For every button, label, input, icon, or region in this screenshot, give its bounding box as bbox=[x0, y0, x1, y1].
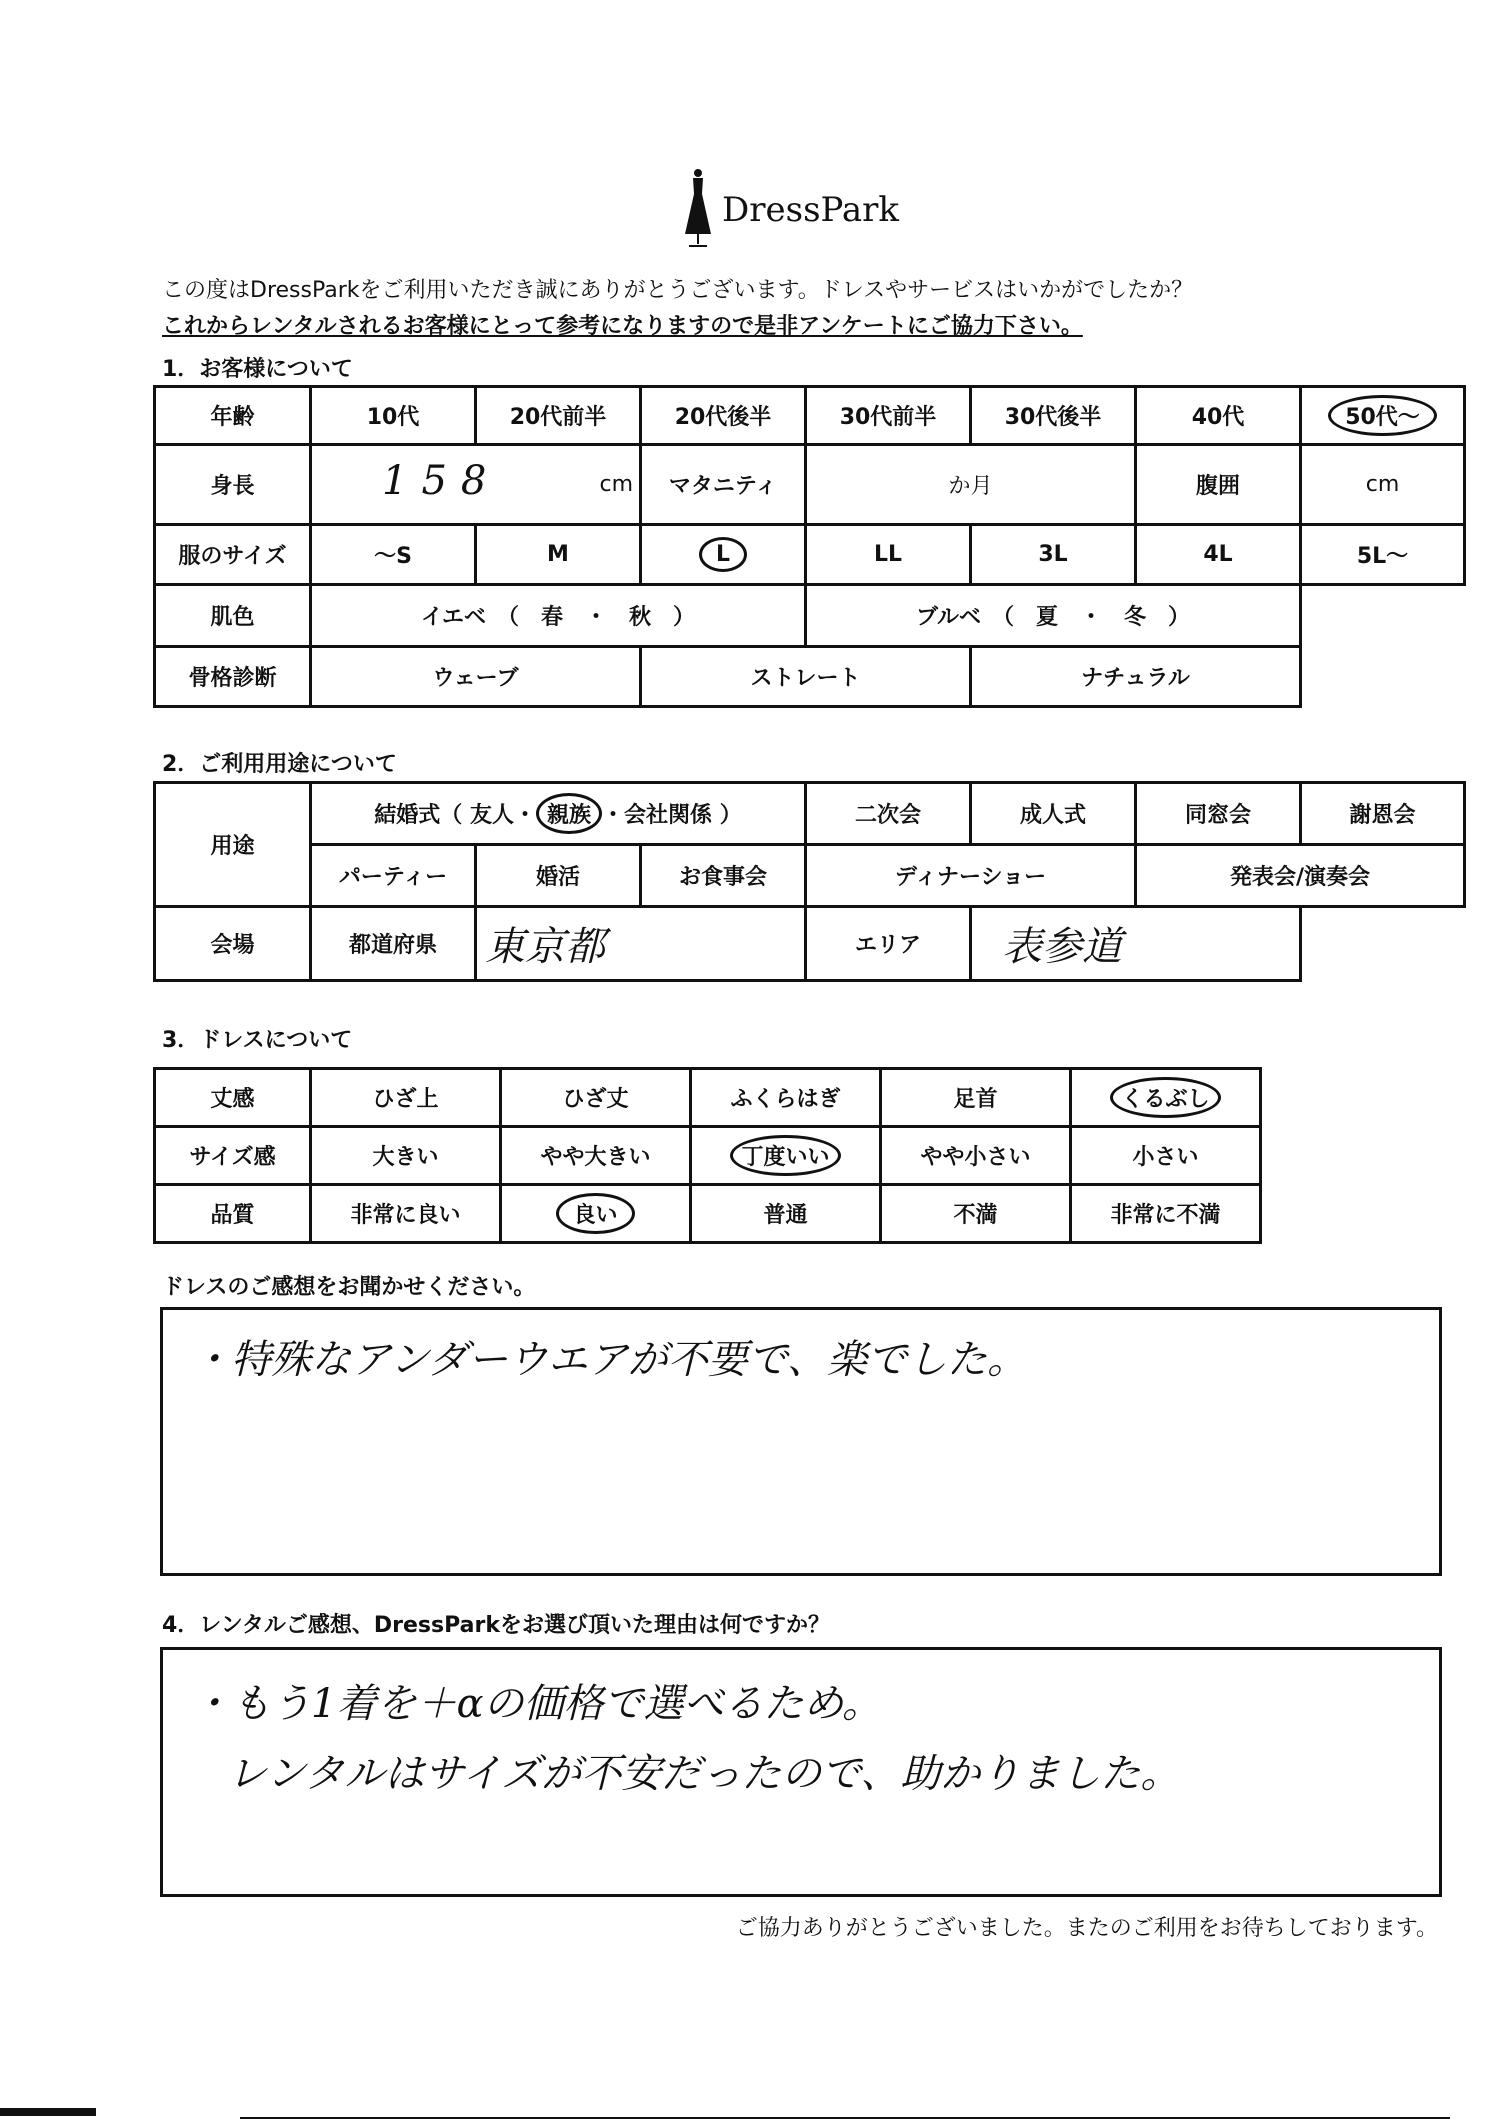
fit-option-selected[interactable] bbox=[691, 1127, 881, 1185]
fit-option[interactable]: 大きい bbox=[311, 1127, 501, 1185]
section-1-title: 1．お客様について bbox=[162, 357, 353, 382]
waist-label: 腹囲 bbox=[1136, 445, 1301, 525]
skin-blue-option[interactable]: ブルベ （ 夏 ・ 冬 ） bbox=[806, 585, 1301, 647]
fit-option[interactable]: やや小さい bbox=[881, 1127, 1071, 1185]
quality-option-selected[interactable] bbox=[501, 1185, 691, 1243]
frame-option[interactable]: ナチュラル bbox=[971, 647, 1301, 707]
dress-comment-text: ・特殊なアンダーウエアが不要で、楽でした。 bbox=[191, 1337, 1027, 1383]
quality-option[interactable]: 非常に良い bbox=[311, 1185, 501, 1243]
age-option[interactable]: 30代後半 bbox=[971, 387, 1136, 445]
selected-mark: 50代～ bbox=[1328, 395, 1437, 436]
quality-option[interactable]: 不満 bbox=[881, 1185, 1071, 1243]
quality-option[interactable]: 普通 bbox=[691, 1185, 881, 1243]
length-option[interactable]: ひざ丈 bbox=[501, 1069, 691, 1127]
wedding-prefix: 結婚式（ bbox=[374, 803, 463, 828]
frame-label: 骨格診断 bbox=[155, 647, 311, 707]
fit-label: サイズ感 bbox=[155, 1127, 311, 1185]
length-option[interactable]: ひざ上 bbox=[311, 1069, 501, 1127]
maternity-label: マタニティ bbox=[641, 445, 806, 525]
dresspark-logo bbox=[680, 168, 920, 258]
intro-line-1: この度はDressParkをご利用いただき誠にありがとうございます。ドレスやサービスはいかがでしたか？ bbox=[162, 278, 1194, 303]
purpose-option[interactable]: パーティー bbox=[311, 845, 476, 907]
purpose-option[interactable]: 謝恩会 bbox=[1301, 783, 1465, 845]
venue-label: 会場 bbox=[155, 907, 311, 981]
length-label: 丈感 bbox=[155, 1069, 311, 1127]
size-option[interactable]: 3L bbox=[971, 525, 1136, 585]
height-value: 158 bbox=[382, 458, 501, 504]
skin-yellow-option[interactable]: イエベ （ 春 ・ 秋 ） bbox=[311, 585, 806, 647]
age-option[interactable]: 20代後半 bbox=[641, 387, 806, 445]
age-label: 年齢 bbox=[155, 387, 311, 445]
skin-label: 肌色 bbox=[155, 585, 311, 647]
size-option[interactable]: M bbox=[476, 525, 641, 585]
height-unit: cm bbox=[599, 472, 633, 497]
selected-mark: 良い bbox=[556, 1193, 634, 1234]
wedding-family-selected[interactable]: 親族 bbox=[536, 793, 602, 834]
purpose-option[interactable]: 同窓会 bbox=[1136, 783, 1301, 845]
purpose-label: 用途 bbox=[155, 783, 311, 907]
section-2-title: 2．ご利用用途について bbox=[162, 752, 397, 777]
length-option[interactable]: ふくらはぎ bbox=[691, 1069, 881, 1127]
purpose-option[interactable]: 婚活 bbox=[476, 845, 641, 907]
section-4-title: 4．レンタルご感想、DressParkをお選び頂いた理由は何ですか？ bbox=[162, 1613, 830, 1638]
area-value: 表参道 bbox=[1002, 924, 1122, 970]
prefecture-value: 東京都 bbox=[485, 924, 605, 970]
wedding-suffix: ） bbox=[719, 803, 742, 828]
frame-option[interactable]: ウェーブ bbox=[311, 647, 641, 707]
maternity-months-field[interactable] bbox=[806, 445, 1136, 525]
dress-icon bbox=[680, 168, 716, 250]
intro-line-2: これからレンタルされるお客様にとって参考になりますので是非アンケートにご協力下さい。 bbox=[162, 314, 1083, 339]
age-option[interactable]: 30代前半 bbox=[806, 387, 971, 445]
usage-table bbox=[153, 781, 1466, 982]
dress-comment-prompt: ドレスのご感想をお聞かせください。 bbox=[162, 1275, 536, 1300]
selected-mark: 丁度いい bbox=[730, 1135, 840, 1176]
selected-mark: L bbox=[699, 537, 747, 572]
rental-comment-line-2: レンタルはサイズが不安だったので、助かりました。 bbox=[227, 1751, 1181, 1797]
prefecture-field[interactable] bbox=[476, 907, 806, 981]
purpose-option[interactable]: 成人式 bbox=[971, 783, 1136, 845]
dress-comment-box[interactable] bbox=[160, 1307, 1442, 1576]
wedding-friend[interactable]: 友人 bbox=[469, 803, 514, 828]
age-option[interactable]: 40代 bbox=[1136, 387, 1301, 445]
customer-table bbox=[153, 385, 1466, 708]
size-option[interactable]: ～S bbox=[311, 525, 476, 585]
quality-option[interactable]: 非常に不満 bbox=[1071, 1185, 1261, 1243]
purpose-option[interactable]: 二次会 bbox=[806, 783, 971, 845]
frame-option[interactable]: ストレート bbox=[641, 647, 971, 707]
fit-option[interactable]: 小さい bbox=[1071, 1127, 1261, 1185]
area-label: エリア bbox=[806, 907, 971, 981]
purpose-option[interactable]: ディナーショー bbox=[806, 845, 1136, 907]
height-label: 身長 bbox=[155, 445, 311, 525]
footer-thanks: ご協力ありがとうございました。またのご利用をお待ちしております。 bbox=[735, 1916, 1438, 1941]
age-option[interactable]: 20代前半 bbox=[476, 387, 641, 445]
brand-name: DressPark bbox=[722, 190, 900, 230]
months-unit: か月 bbox=[948, 474, 993, 499]
section-3-title: 3．ドレスについて bbox=[162, 1028, 353, 1053]
bottom-rule bbox=[240, 2117, 1450, 2119]
height-field[interactable] bbox=[311, 445, 641, 525]
waist-unit: cm bbox=[1365, 472, 1400, 497]
size-option-selected[interactable] bbox=[641, 525, 806, 585]
selected-mark: くるぶし bbox=[1110, 1077, 1220, 1118]
wedding-company[interactable]: 会社関係 bbox=[624, 803, 713, 828]
purpose-option[interactable]: お食事会 bbox=[641, 845, 806, 907]
dress-table bbox=[153, 1067, 1262, 1244]
area-field[interactable] bbox=[971, 907, 1301, 981]
age-option-selected[interactable] bbox=[1301, 387, 1465, 445]
age-option[interactable]: 10代 bbox=[311, 387, 476, 445]
quality-label: 品質 bbox=[155, 1185, 311, 1243]
size-option[interactable]: 4L bbox=[1136, 525, 1301, 585]
size-label: 服のサイズ bbox=[155, 525, 311, 585]
length-option-selected[interactable] bbox=[1071, 1069, 1261, 1127]
size-option[interactable]: 5L～ bbox=[1301, 525, 1465, 585]
waist-field[interactable] bbox=[1301, 445, 1465, 525]
size-option[interactable]: LL bbox=[806, 525, 971, 585]
rental-comment-box[interactable] bbox=[160, 1647, 1442, 1897]
scan-edge-mark bbox=[0, 2108, 96, 2116]
rental-comment-line-1: ・もう1着を＋αの価格で選べるため。 bbox=[191, 1681, 882, 1727]
wedding-option[interactable]: 結婚式（ 友人・ 親族 ・会社関係 ） bbox=[311, 783, 806, 845]
prefecture-label: 都道府県 bbox=[311, 907, 476, 981]
fit-option[interactable]: やや大きい bbox=[501, 1127, 691, 1185]
purpose-option[interactable]: 発表会/演奏会 bbox=[1136, 845, 1465, 907]
length-option[interactable]: 足首 bbox=[881, 1069, 1071, 1127]
